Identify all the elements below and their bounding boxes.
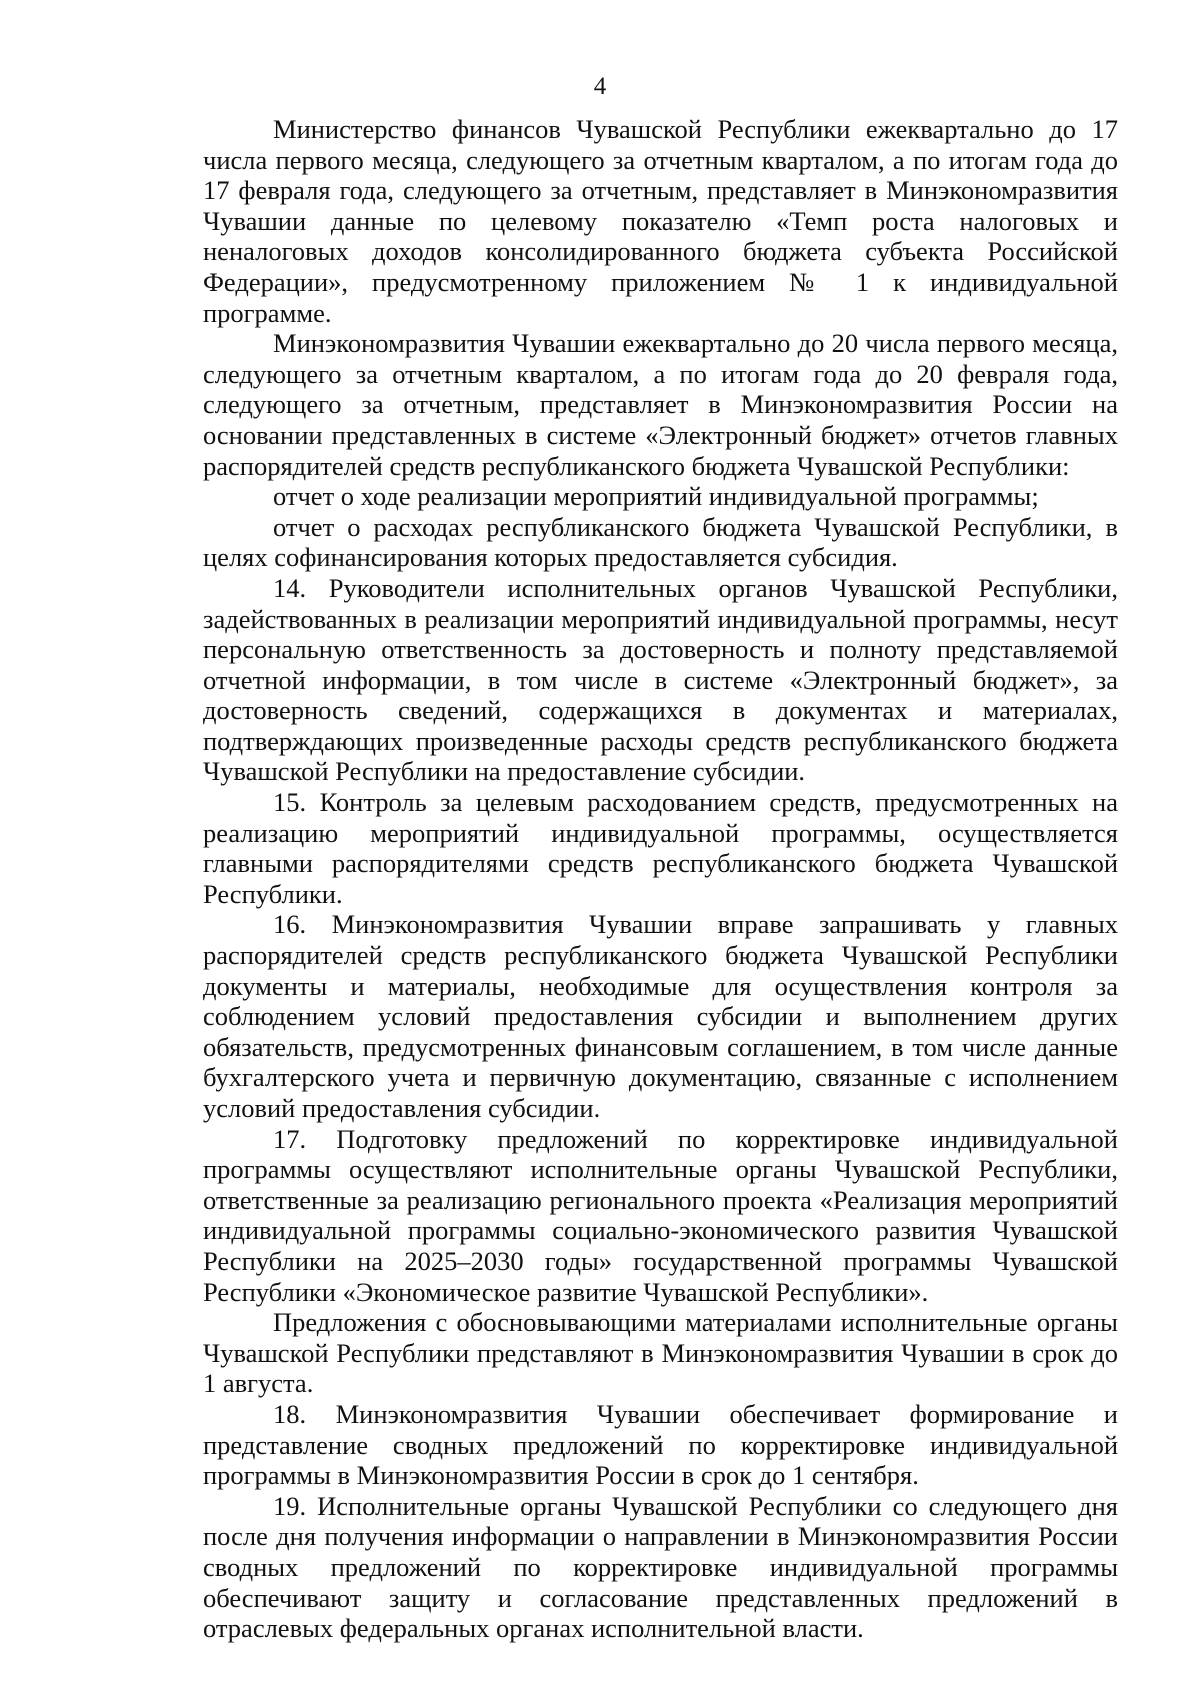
document-body <box>203 114 1118 1644</box>
page-number: 4 <box>593 73 607 100</box>
paragraph-proposals-deadline: Предложения с обосновывающими материалами исполнительные органы Чувашской Республики представляют в Минэкономразвития Чувашии в срок до 1 августа. <box>203 1307 1118 1399</box>
clause-17: 17. Подготовку предложений по корректировке индивидуальной программы осуществляют исполнительные органы Чувашской Республики, ответственные за реализацию регионального проекта «Реализация мероприятий индивидуальной программы социально-экономического развития Чувашской Республики на 2025–2030 годы» государственной программы Чувашской Республики «Экономическое развитие Чувашской Республики». <box>203 1123 1118 1307</box>
list-item-expense-report: отчет о расходах республиканского бюджета Чувашской Республики, в целях софинансирования которых предоставляется субсидия. <box>203 511 1118 573</box>
clause-19: 19. Исполнительные органы Чувашской Республики со следующего дня после дня получения информации о направлении в Минэкономразвития России сводных предложений по корректировке индивидуальной программы обеспечивают защиту и согласование представленных предложений в отраслевых федеральных органах исполнительной власти. <box>203 1490 1118 1644</box>
paragraph-minfin-reporting: Министерство финансов Чувашской Республики ежеквартально до 17 числа первого месяца, следующего за отчетным кварталом, а по итогам года до 17 февраля года, следующего за отчетным, представляет в Минэкономразвития Чувашии данные по целевому показателю «Темп роста налоговых и неналоговых доходов консолидированного бюджета субъекта Российской Федерации», предусмотренному приложением № 1 к индивидуальной программе. <box>203 114 1118 328</box>
clause-18: 18. Минэкономразвития Чувашии обеспечивает формирование и представление сводных предложений по корректировке индивидуальной программы в Минэкономразвития России в срок до 1 сентября. <box>203 1398 1118 1491</box>
paragraph-mineconom-reporting: Минэкономразвития Чувашии ежеквартально до 20 числа первого месяца, следующего за отчетным кварталом, а по итогам года до 20 февраля года, следующего за отчетным, представляет в Минэкономразвития России на основании представленных в системе «Электронный бюджет» отчетов главных распорядителей средств республиканского бюджета Чувашской Республики: <box>203 328 1118 481</box>
clause-14: 14. Руководители исполнительных органов Чувашской Республики, задействованных в реализации мероприятий индивидуальной программы, несут персональную ответственность за достоверность и полноту представляемой отчетной информации, в том числе в системе «Электронный бюджет», за достоверность сведений, содержащихся в документах и материалах, подтверждающих произведенные расходы средств республиканского бюджета Чувашской Республики на предоставление субсидии. <box>203 572 1118 787</box>
list-item-progress-report: отчет о ходе реализации мероприятий индивидуальной программы; <box>273 481 1039 512</box>
clause-15: 15. Контроль за целевым расходованием средств, предусмотренных на реализацию мероприятий индивидуальной программы, осуществляется главными распорядителями средств республиканского бюджета Чувашской Республики. <box>203 787 1118 909</box>
clause-16: 16. Минэкономразвития Чувашии вправе запрашивать у главных распорядителей средств республиканского бюджета Чувашской Республики документы и материалы, необходимые для осуществления контроля за соблюдением условий предоставления субсидии и выполнением других обязательств, предусмотренных финансовым соглашением, в том числе данные бухгалтерского учета и первичную документацию, связанные с исполнением условий предоставления субсидии. <box>203 909 1118 1123</box>
